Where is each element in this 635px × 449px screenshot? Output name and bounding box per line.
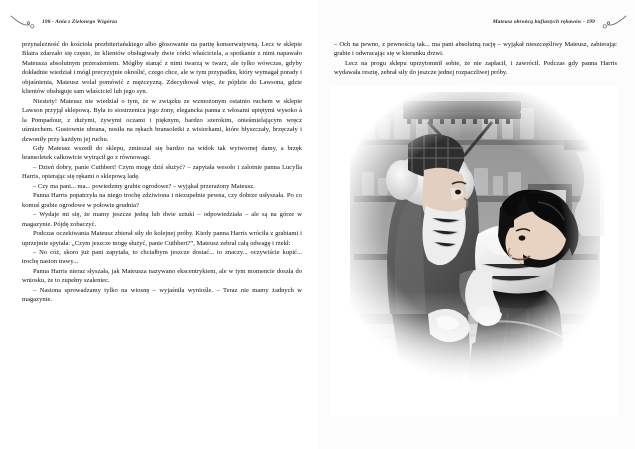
right-page: [318, 0, 635, 449]
right-running-head-label: Mateusz obrońcą bufiastych rękawów - 199: [492, 19, 595, 25]
paragraph: – Czy ma pani... ma... powiedzmy grabie ogrodowe? – wyjąkał przerażony Mateusz.: [33, 182, 255, 190]
paragraph: Podczas oczekiwania Mateusz zbierał siły do kolejnej próby. Kiedy panna Harris wróciła z grabiami i uprzejmie spytała: „Czym jeszcze mogę służyć, panie Cuthbert?”, Mateusz zebrał całą odwagę i rzekł:: [22, 230, 302, 247]
paragraph: – Wydaje mi się, że mamy jeszcze jedną lub dwie sztuki – odpowiedziała – ale są na górze w magazynie. Pójdę zobaczyć.: [22, 211, 302, 228]
shop-scene-illustration: [332, 88, 615, 414]
paragraph: – Dzień dobry, panie Cuthbert! Czym mogę dziś służyć? – zapytała wesoło i zalotnie panna Lucylla Harris, opierając się rękami o sklepową ladę.: [22, 163, 302, 181]
paragraph: – No cóż, skoro już pani zapytała, to chciałbym jeszcze dostać... to znaczy... oczywiście kupić... trochę nasion trawy...: [22, 248, 302, 266]
flourish-curl-icon: [10, 15, 36, 29]
flourish-curl-icon: [601, 15, 627, 29]
paragraph: – Nasiona sprowadzamy tylko na wiosnę – wyjaśniła wyniośle. – Teraz nie mamy żadnych w magazynie.: [22, 286, 302, 304]
paragraph: Lecz na progu sklepu uprzytomnił sobie, że nie zapłacił, i zawrócił. Podczas gdy panna Harris wydawała resztę, zebrał siły do jeszcze jednej rozpaczliwej próby.: [334, 59, 617, 77]
left-page-body: [22, 40, 302, 305]
paragraph: Panna Harris popatrzyła na niego trochę zdziwiona i niezupełnie pewna, czy dobrze usłyszała. Po co komuś grabie ogrodowe w połowie grudnia?: [22, 192, 302, 209]
left-running-head: [22, 14, 302, 30]
right-page-body: [334, 40, 617, 78]
paragraph: Gdy Mateusz wszedł do sklepu, zmieszał się bardzo na widok tak wytwornej damy, a brzęk bransoletek całkowicie wytrącił go z równowagi.: [22, 144, 302, 162]
paragraph: Panna Harris nieraz słyszała, jak Mateusza nazywano ekscentrykiem, ale w tym momencie doszła do wniosku, że to zupełny szaleniec.: [22, 267, 302, 285]
paragraph: – Och na pewno, z pewnością tak... ma pani absolutną rację – wyjąkał nieszczęśliwy Mateusz, zabierając grabie i odwracając się w kierunku drzwi.: [334, 41, 617, 58]
left-running-head-label: 198 - Ania z Zielonego Wzgórza: [42, 19, 118, 25]
paragraph: Niestety! Mateusz nie wiedział o tym, że w związku ze wzmożonym ostatnio ruchem w sklepie Lawson przyjął sklepową. Była to siostrzenica jego żony, elegancka panna z włosami upiętymi wysoko à la Pompadour, z dużymi, żywymi oczami i pięknym, bardzo szerokim, onieśmielającym wręcz uśmiechem. Gustownie ubrana, nosiła na rękach bransoletki z wisiorkami, które błyszczały, brzęczały i dzwoniły przy każdym jej ruchu.: [22, 97, 302, 143]
paragraph: przynależność do kościoła prezbiteriańskiego albo głosowanie na partię konserwatywną. Lecz w sklepie Blaira zdarzało się często, że klientów obsługiwały dwie córki właściciela, a spotkanie z nimi napawało Mateusza absolutnym przerażeniem. Mógłby stanąć z nimi twarzą w twarz, ale tylko wówczas, gdyby dokładnie wiedział i mógł precyzyjnie określić, czego chce, ale w tym przypadku, który wymagał porady i objaśnienia, Mateusz wolał pomówić z mężczyzną. Zdecydował więc, że pójdzie do Lawsona, gdzie klientów obsługuje sam właściciel lub jego syn.: [22, 41, 302, 96]
right-running-head: [334, 14, 617, 30]
